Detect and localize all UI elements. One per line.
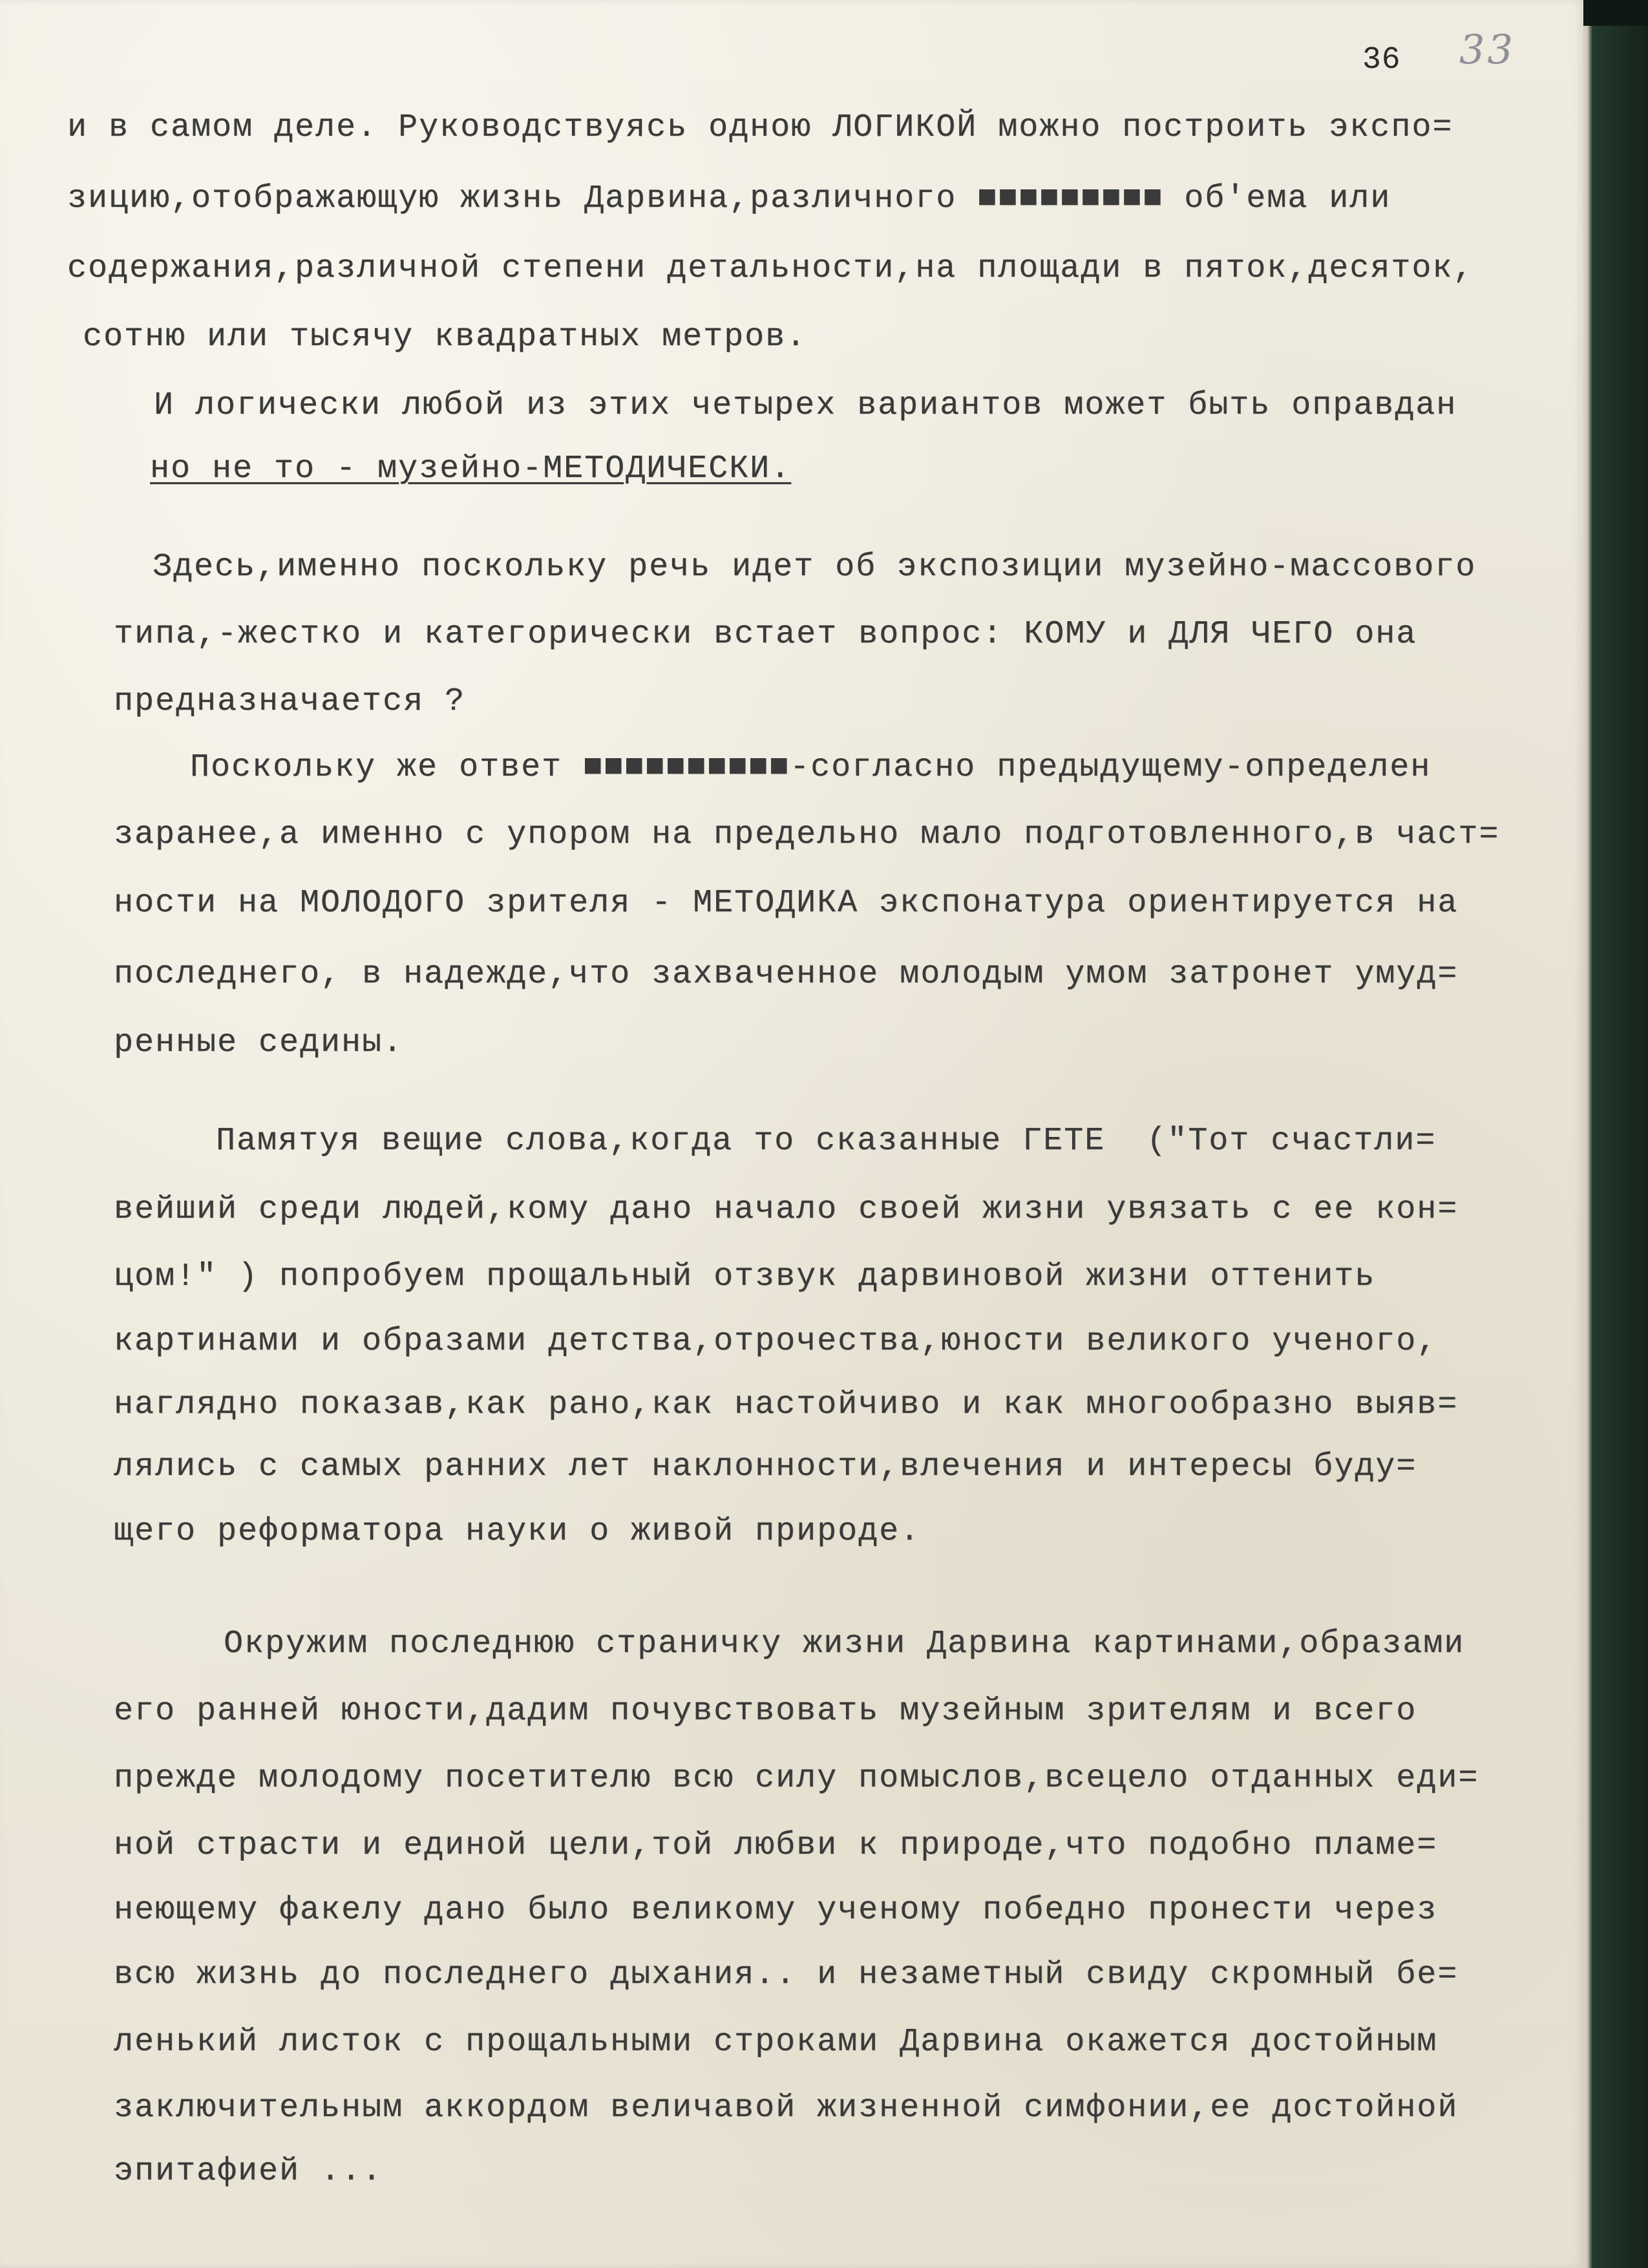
text-line: прежде молодому посетителю всю силу помыслов,всецело отданных еди= bbox=[114, 1760, 1479, 1797]
text-line: ности на МОЛОДОГО зрителя - МЕТОДИКА экспонатура ориентируется на bbox=[114, 885, 1459, 922]
page-number: 36 bbox=[1362, 43, 1401, 78]
text-line: его ранней юности,дадим почувствовать музейным зрителям и всего bbox=[114, 1693, 1417, 1730]
text-line: Здесь,именно поскольку речь идет об экспозиции музейно-массового bbox=[153, 549, 1477, 586]
handwritten-folio-number: 33 bbox=[1459, 26, 1516, 73]
text-line: типа,-жестко и категорически встает вопрос: КОМУ и ДЛЯ ЧЕГО она bbox=[114, 616, 1417, 653]
text-line: И логически любой из этих четырех вариантов может быть оправдан bbox=[154, 387, 1457, 424]
text-line: ренные седины. bbox=[114, 1024, 404, 1061]
text-line: зицию,отображающую жизнь Дарвина,различного ■■■■■■■■■ об'ема или bbox=[67, 180, 1391, 217]
text-line: лялись с самых ранних лет наклонности,влечения и интересы буду= bbox=[114, 1448, 1417, 1485]
text-line: цом!" ) попробуем прощальный отзвук дарвиновой жизни оттенить bbox=[114, 1258, 1376, 1295]
text-line: ной страсти и единой цели,той любви к природе,что подобно пламе= bbox=[114, 1827, 1438, 1864]
text-line: эпитафией ... bbox=[114, 2153, 383, 2190]
text-line: Поскольку же ответ ■■■■■■■■■■-согласно предыдущему-определен bbox=[190, 749, 1431, 786]
text-line: предназначается ? bbox=[114, 683, 466, 720]
text-line: неющему факелу дано было великому ученому победно пронести через bbox=[114, 1892, 1438, 1929]
text-line: сотню или тысячу квадратных метров. bbox=[83, 319, 807, 355]
text-line: наглядно показав,как рано,как настойчиво и как многообразно выяв= bbox=[114, 1386, 1459, 1423]
scan-corner-shadow bbox=[1583, 0, 1648, 26]
text-line: картинами и образами детства,отрочества,юности великого ученого, bbox=[114, 1323, 1438, 1360]
text-line: щего реформатора науки о живой природе. bbox=[114, 1513, 921, 1550]
text-line: заключительным аккордом величавой жизненной симфонии,ее достойной bbox=[114, 2090, 1459, 2126]
text-line: заранее,а именно с упором на предельно мало подготовленного,в част= bbox=[114, 816, 1500, 853]
text-line: последнего, в надежде,что захваченное молодым умом затронет умуд= bbox=[114, 956, 1459, 993]
text-line: всю жизнь до последнего дыхания.. и незаметный свиду скромный бе= bbox=[114, 1956, 1459, 1993]
text-line: Памятуя вещие слова,когда то сказанные ГЕТЕ ("Тот счастли= bbox=[216, 1123, 1437, 1160]
text-line: ленький листок с прощальными строками Дарвина окажется достойным bbox=[114, 2024, 1438, 2061]
text-line: вейший среди людей,кому дано начало своей жизни увязать с ее кон= bbox=[114, 1191, 1459, 1228]
text-line: содержания,различной степени детальности,на площади в пяток,десяток, bbox=[67, 250, 1474, 287]
scan-background-edge bbox=[1583, 0, 1648, 2268]
text-line: Окружим последнюю страничку жизни Дарвина картинами,образами bbox=[224, 1626, 1465, 1662]
text-line: и в самом деле. Руководствуясь одною ЛОГИКОЙ можно построить экспо= bbox=[67, 109, 1453, 146]
underlined-text-line: но не то - музейно-МЕТОДИЧЕСКИ. bbox=[150, 450, 792, 487]
